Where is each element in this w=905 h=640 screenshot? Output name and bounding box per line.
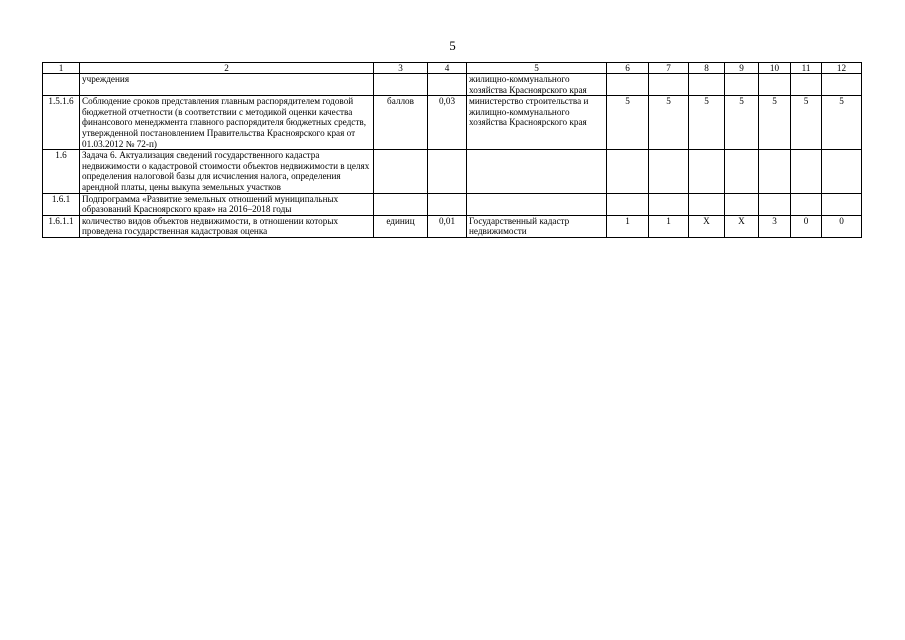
indicator-name: учреждения xyxy=(80,74,374,96)
value-cell: 0 xyxy=(791,215,822,237)
header-cell: 8 xyxy=(689,63,725,74)
value-cell xyxy=(791,193,822,215)
value-cell xyxy=(649,193,689,215)
header-cell: 4 xyxy=(428,63,467,74)
source-cell xyxy=(467,150,607,193)
header-cell: 3 xyxy=(374,63,428,74)
weight-cell: 0,03 xyxy=(428,96,467,150)
source-cell: Государственный кадастр недвижимости xyxy=(467,215,607,237)
value-cell: Х xyxy=(725,215,759,237)
value-cell xyxy=(725,193,759,215)
value-cell: 5 xyxy=(725,96,759,150)
header-cell: 5 xyxy=(467,63,607,74)
indicators-table xyxy=(42,62,862,238)
unit-cell: единиц xyxy=(374,215,428,237)
value-cell xyxy=(649,74,689,96)
value-cell xyxy=(607,193,649,215)
weight-cell xyxy=(428,193,467,215)
header-cell: 12 xyxy=(822,63,862,74)
table-row xyxy=(43,74,862,96)
header-cell: 1 xyxy=(43,63,80,74)
indicator-name: Подпрограмма «Развитие земельных отношений муниципальных образований Красноярского края» на 2016–2018 годы xyxy=(80,193,374,215)
header-cell: 7 xyxy=(649,63,689,74)
value-cell xyxy=(791,150,822,193)
value-cell: 5 xyxy=(607,96,649,150)
table-row xyxy=(43,193,862,215)
row-number: 1.6.1.1 xyxy=(43,215,80,237)
table-header-row xyxy=(43,63,862,74)
page-number: 5 xyxy=(449,38,456,53)
value-cell xyxy=(791,74,822,96)
value-cell xyxy=(689,74,725,96)
weight-cell: 0,01 xyxy=(428,215,467,237)
value-cell: 1 xyxy=(649,215,689,237)
unit-cell xyxy=(374,193,428,215)
header-cell: 9 xyxy=(725,63,759,74)
value-cell xyxy=(725,74,759,96)
value-cell xyxy=(689,150,725,193)
unit-cell xyxy=(374,150,428,193)
source-cell: жилищно-коммунального хозяйства Красноярского края xyxy=(467,74,607,96)
weight-cell xyxy=(428,74,467,96)
value-cell xyxy=(689,193,725,215)
header-cell: 10 xyxy=(759,63,791,74)
table-row xyxy=(43,96,862,150)
source-cell xyxy=(467,193,607,215)
indicator-name: Задача 6. Актуализация сведений государственного кадастра недвижимости о кадастровой стоимости объектов недвижимости в целях определения налоговой базы для исчисления налога, определения арендной платы, цены выкупа земельных участков xyxy=(80,150,374,193)
value-cell xyxy=(822,150,862,193)
value-cell: 1 xyxy=(607,215,649,237)
value-cell: Х xyxy=(689,215,725,237)
value-cell xyxy=(725,150,759,193)
indicator-name: Соблюдение сроков представления главным распорядителем годовой бюджетной отчетности (в соответствии с методикой оценки качества финансового менеджмента главного распорядителя бюджетных средств, утвержденной постановлением Правительства Красноярского края от 01.03.2012 № 72-п) xyxy=(80,96,374,150)
value-cell: 3 xyxy=(759,215,791,237)
value-cell xyxy=(822,193,862,215)
header-cell: 11 xyxy=(791,63,822,74)
unit-cell: баллов xyxy=(374,96,428,150)
header-cell: 6 xyxy=(607,63,649,74)
row-number xyxy=(43,74,80,96)
value-cell: 5 xyxy=(689,96,725,150)
value-cell xyxy=(607,150,649,193)
value-cell: 5 xyxy=(791,96,822,150)
value-cell: 5 xyxy=(822,96,862,150)
table-row xyxy=(43,150,862,193)
value-cell: 0 xyxy=(822,215,862,237)
row-number: 1.6 xyxy=(43,150,80,193)
value-cell xyxy=(822,74,862,96)
value-cell: 5 xyxy=(759,96,791,150)
indicator-name: количество видов объектов недвижимости, в отношении которых проведена государственная кадастровая оценка xyxy=(80,215,374,237)
row-number: 1.6.1 xyxy=(43,193,80,215)
table-row xyxy=(43,215,862,237)
value-cell xyxy=(607,74,649,96)
value-cell xyxy=(759,150,791,193)
value-cell: 5 xyxy=(649,96,689,150)
header-cell: 2 xyxy=(80,63,374,74)
source-cell: министерство строительства и жилищно-коммунального хозяйства Красноярского края xyxy=(467,96,607,150)
value-cell xyxy=(759,74,791,96)
unit-cell xyxy=(374,74,428,96)
value-cell xyxy=(759,193,791,215)
row-number: 1.5.1.6 xyxy=(43,96,80,150)
weight-cell xyxy=(428,150,467,193)
value-cell xyxy=(649,150,689,193)
